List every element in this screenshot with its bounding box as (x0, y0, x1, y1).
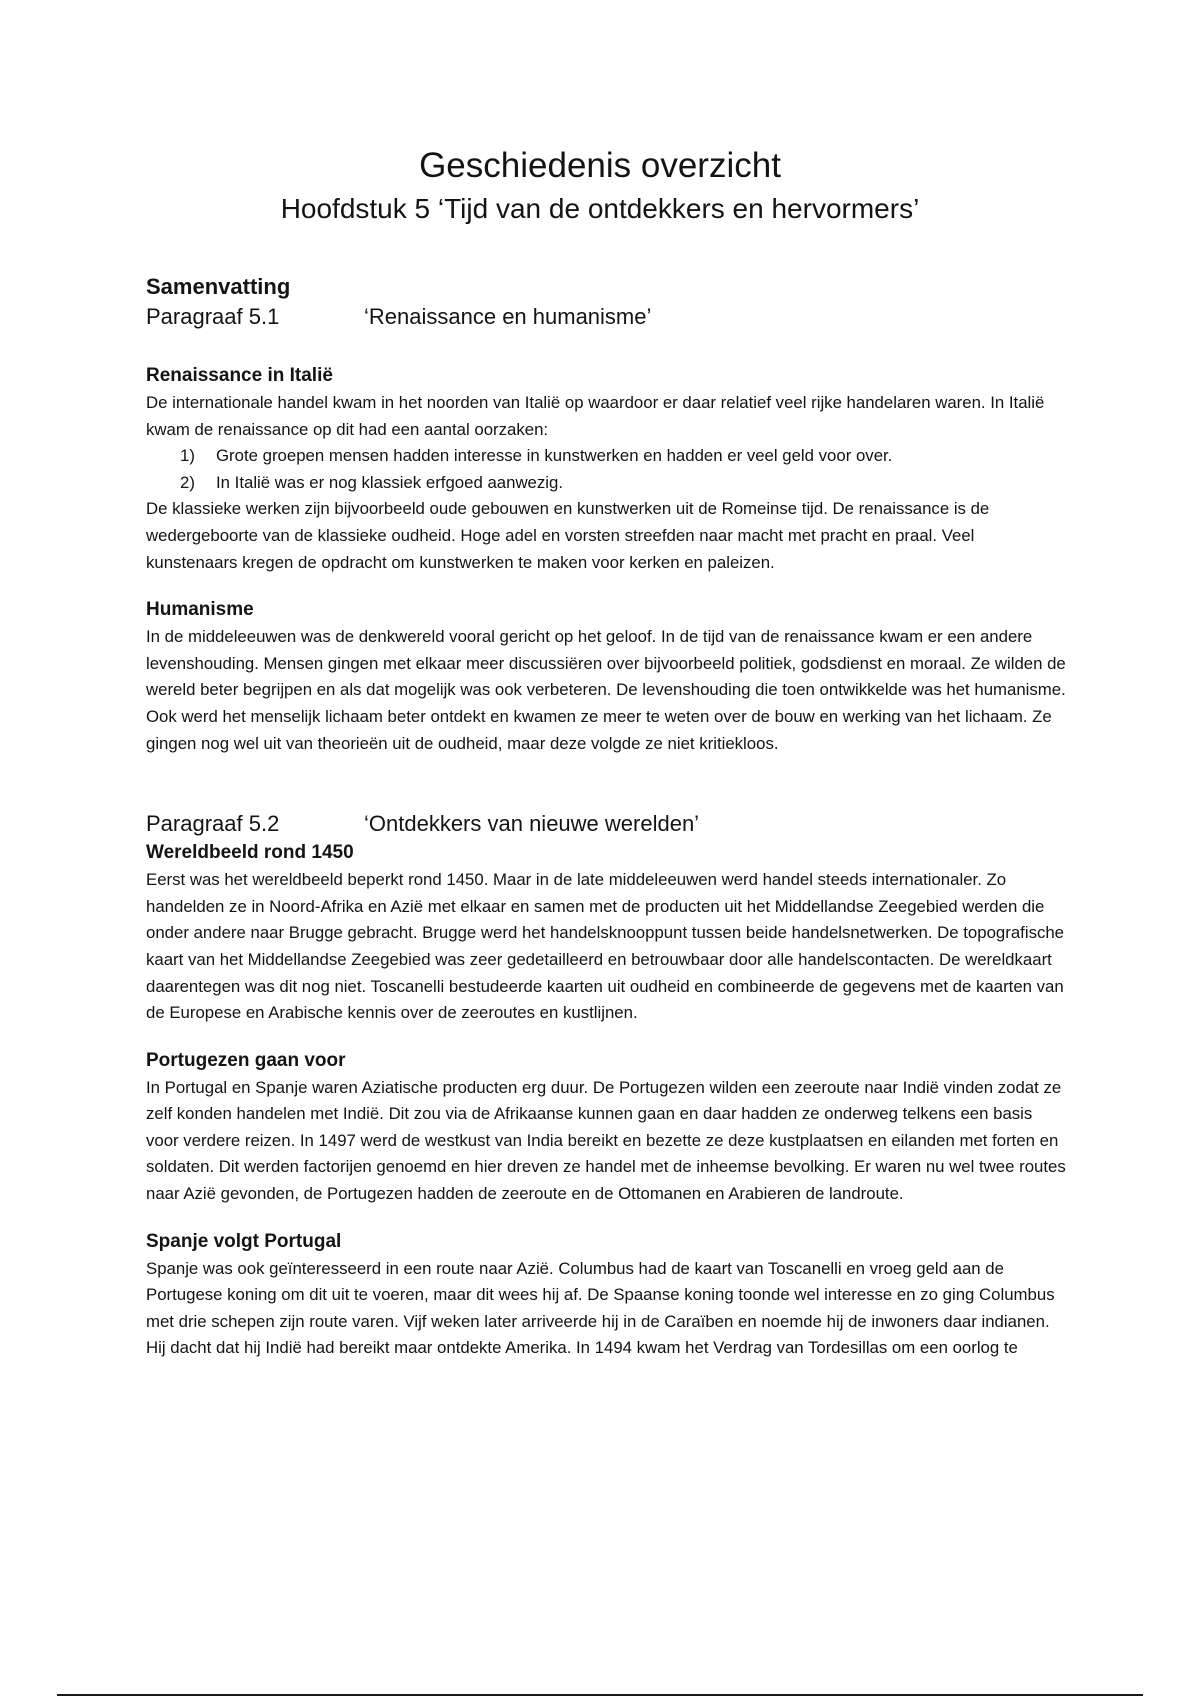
section-intro-text: De internationale handel kwam in het noorden van Italië op waardoor er daar relatief veel rijke handelaren waren. In Italië kwam de renaissance op dit had een aantal oorzaken: (146, 393, 1045, 439)
section-text: Eerst was het wereldbeeld beperkt rond 1450. Maar in de late middeleeuwen werd handel steeds internationaler. Zo handelden ze in Noord-Afrika en Azië met elkaar en samen met de producten uit het Middellandse Zeegebied werden die onder andere naar Brugge gebracht. Brugge werd het handelsknooppunt tussen beide handelsnetwerken. De topografische kaart van het Middellandse Zeegebied was zeer gedetailleerd en betrouwbaar door alle handelscontacten. De wereldkaart daarentegen was dit nog niet. Toscanelli bestudeerde kaarten uit oudheid en combineerde de gegevens met de kaarten van de Europese en Arabische kennis over de zeeroutes en kustlijnen. (146, 870, 1065, 1023)
section-heading: Renaissance in Italië (146, 365, 333, 386)
section-portugezen-gaan-voor (146, 1047, 1066, 1208)
list-item (180, 470, 1066, 497)
document-subtitle: Hoofdstuk 5 ‘Tijd van de ontdekkers en hervormers’ (280, 193, 920, 224)
section-text: Spanje was ook geïnteresseerd in een route naar Azië. Columbus had de kaart van Toscanelli en vroeg geld aan de Portugese koning om dit uit te voeren, maar dit wees hij af. De Spaanse koning toonde wel interesse en zo ging Columbus met drie schepen zijn route varen. Vijf weken later arriveerde hij in de Caraïben en noemde hij de inwoners daar indianen. Hij dacht dat hij Indië had bereikt maar ontdekte Amerika. In 1494 kwam het Verdrag van Tordesillas om een oorlog te (146, 1258, 1055, 1358)
section-spanje-volgt-portugal (146, 1228, 1066, 1362)
list-item-text: Grote groepen mensen hadden interesse in kunstwerken en hadden er veel geld voor over. (216, 446, 893, 466)
section-heading: Spanje volgt Portugal (146, 1230, 342, 1252)
section-heading: Humanisme (146, 599, 254, 621)
section-text: In Portugal en Spanje waren Aziatische producten erg duur. De Portugezen wilden een zeeroute naar Indië vinden zodat ze zelf konden handelen met Indië. Dit zou via de Afrikaanse kunnen gaan en daar hadden ze onderweg telkens een basis voor verdere reizen. In 1497 werd de westkust van India bereikt en bezette ze deze kustplaatsen en eilanden met forten en soldaten. Dit werden factorijen genoemd en hier dreven ze handel met de inheemse bevolking. Er waren nu wel twee routes naar Azië gevonden, de Portugezen hadden de zeeroute en de Ottomanen en Arabieren de landroute. (146, 1077, 1066, 1204)
list-item-number: 1) (180, 446, 195, 466)
section-heading: Portugezen gaan voor (146, 1049, 346, 1071)
section-wereldbeeld-rond-1450 (146, 839, 1066, 1027)
paragraph-5-2-heading (146, 809, 1066, 839)
paragraph-number: Paragraaf 5.2 (146, 811, 280, 837)
section-humanisme (146, 596, 1066, 757)
paragraph-5-1-heading (146, 302, 1066, 332)
section-heading: Wereldbeeld rond 1450 (146, 842, 354, 864)
document-body (146, 272, 1066, 1362)
paragraph-title: ‘Ontdekkers van nieuwe werelden’ (364, 811, 700, 837)
list-item (180, 443, 1066, 470)
section-renaissance-in-italie (146, 362, 1066, 576)
footer-divider (57, 1694, 1143, 1696)
section-text: In de middeleeuwen was de denkwereld vooral gericht op het geloof. In de tijd van de renaissance kwam er een andere levenshouding. Mensen gingen met elkaar meer discussiëren over bijvoorbeeld politiek, godsdienst en moraal. Ze wilden de wereld beter begrijpen en als dat mogelijk was ook verbeteren. De levenshouding die toen ontwikkelde was het humanisme. Ook werd het menselijk lichaam beter ontdekt en kwamen ze meer te weten over de bouw en werking van het lichaam. Ze gingen nog wel uit van theorieën uit de oudheid, maar deze volgde ze niet kritiekloos. (146, 627, 1066, 753)
paragraph-title: ‘Renaissance en humanisme’ (364, 304, 652, 329)
document-title: Geschiedenis overzicht (419, 146, 781, 185)
list-item-text: In Italië was er nog klassiek erfgoed aanwezig. (216, 472, 564, 492)
list-item-number: 2) (180, 472, 195, 492)
section-outro-text: De klassieke werken zijn bijvoorbeeld oude gebouwen en kunstwerken uit de Romeinse tijd. De renaissance is de wedergeboorte van de klassieke oudheid. Hoge adel en vorsten streefden naar macht met pracht en praal. Veel kunstenaars kregen de opdracht om kunstwerken te maken voor kerken en paleizen. (146, 499, 990, 572)
paragraph-number: Paragraaf 5.1 (146, 304, 280, 329)
causes-list (146, 443, 1066, 496)
summary-heading: Samenvatting (146, 274, 291, 299)
